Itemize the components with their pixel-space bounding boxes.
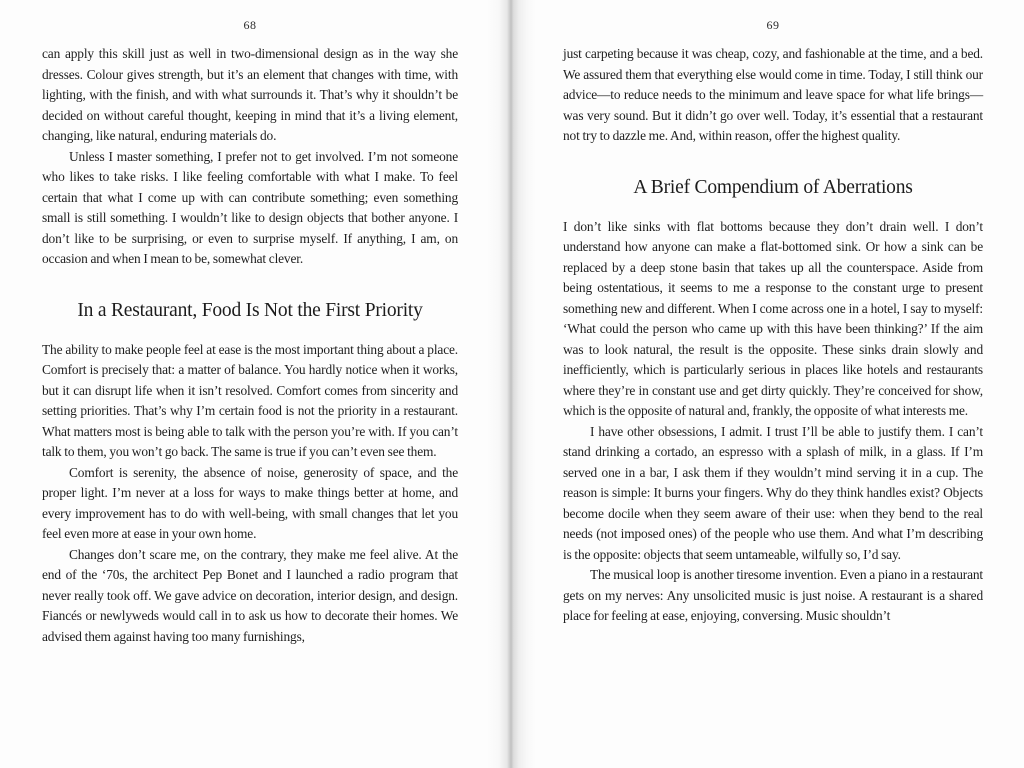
section-heading-restaurant: In a Restaurant, Food Is Not the First Priority xyxy=(77,299,423,321)
paragraph: I have other obsessions, I admit. I trust I’ll be able to justify them. I can’t stand drinking a cortado, an espresso with a splash of milk, in a glass. If I’m served one in a bar, I ask them if they wouldn’t mind serving it in a cup. The reason is simple: It burns your fingers. Why do they think handles exist? Objects become docile when they seem aware of their use: when they bend to the real needs (not imposed ones) of the people who use them. And what I’m describing is the opposite: objects that seem untameable, wilfully so, I’d say. xyxy=(563,423,983,562)
paragraph-continuation: just carpeting because it was cheap, cozy, and fashionable at the time, and a bed. We assured them that everything else would come in time. Today, I still think our advice—to reduce needs to the minimum and leave space for what life brings—was very sound. But it didn’t go over well. Today, it’s essential that a restaurant not try to dazzle me. And, within reason, offer the highest quality. xyxy=(563,46,983,143)
paragraph: The ability to make people feel at ease is the most important thing about a place. Comfort is precisely that: a matter of balance. You hardly notice when it works, but it can disrupt life when it isn’t resolved. Comfort comes from sincerity and setting priorities. That’s why I’m certain food is not the priority in a restaurant. What matters most is being able to talk with the person you’re with. If you can’t talk to them, you won’t go back. The same is true if you can’t even see them. xyxy=(42,341,458,459)
paragraph: I don’t like sinks with flat bottoms because they don’t drain well. I don’t understand how anyone can make a flat-bottomed sink. Or how a sink can be replaced by a deep stone basin that takes up all the counterspace. Aside from being ostentatious, it seems to me a response to the constant urge to present something new and different. When I come across one in a hotel, I say to myself: ‘What could the person who came up with this have been thinking?’ If the aim was to look natural, the result is the opposite. These sinks drain slowly and inefficiently, which is particularly serious in places like hotels and restaurants where they’re in constant use and get dirty quickly. They’re conceived for show, which is the opposite of natural and, frankly, the opposite of what interests me. xyxy=(563,218,983,418)
paragraph-continuation: can apply this skill just as well in two-dimensional design as in the way she dresses. Colour gives strength, but it’s an element that changes with time, with lighting, with the finish, and with what surrounds it. That’s why it shouldn’t be decided on without careful thought, keeping in mind that it’s a living element, changing, like natural, enduring materials do. xyxy=(42,46,458,143)
paragraph: Changes don’t scare me, on the contrary, they make me feel alive. At the end of the ‘70s, the architect Pep Bonet and I launched a radio program that never really took off. We gave advice on decoration, interior design, and design. Fiancés or newlyweds would call in to ask us how to decorate their homes. We advised them against having too many furnishings, xyxy=(42,546,458,644)
left-page-number: 68 xyxy=(243,18,257,32)
section-heading-aberrations: A Brief Compendium of Aberrations xyxy=(633,176,913,198)
right-text-column xyxy=(563,44,983,627)
left-text-column xyxy=(42,44,458,647)
paragraph: The musical loop is another tiresome invention. Even a piano in a restaurant gets on my nerves: Any unsolicited music is just noise. A restaurant is a shared place for feeling at ease, enjoying, conversing. Music shouldn’t xyxy=(563,567,983,623)
right-page-number: 69 xyxy=(766,18,780,32)
paragraph: Unless I master something, I prefer not to get involved. I’m not someone who likes to take risks. I like feeling comfortable with what I make. To feel certain that what I come up with can contribute something; even something small is still something. I wouldn’t like to design objects that bother anyone. I don’t like to be surprising, or even to surprise myself. If anything, I am, on occasion and when I mean to be, somewhat clever. xyxy=(42,148,458,266)
right-page xyxy=(512,0,1024,768)
paragraph: Comfort is serenity, the absence of noise, generosity of space, and the proper light. I’m never at a loss for ways to make things better at home, and every improvement has to do with well-being, with small changes that let you feel even more at ease in your own home. xyxy=(42,464,458,541)
